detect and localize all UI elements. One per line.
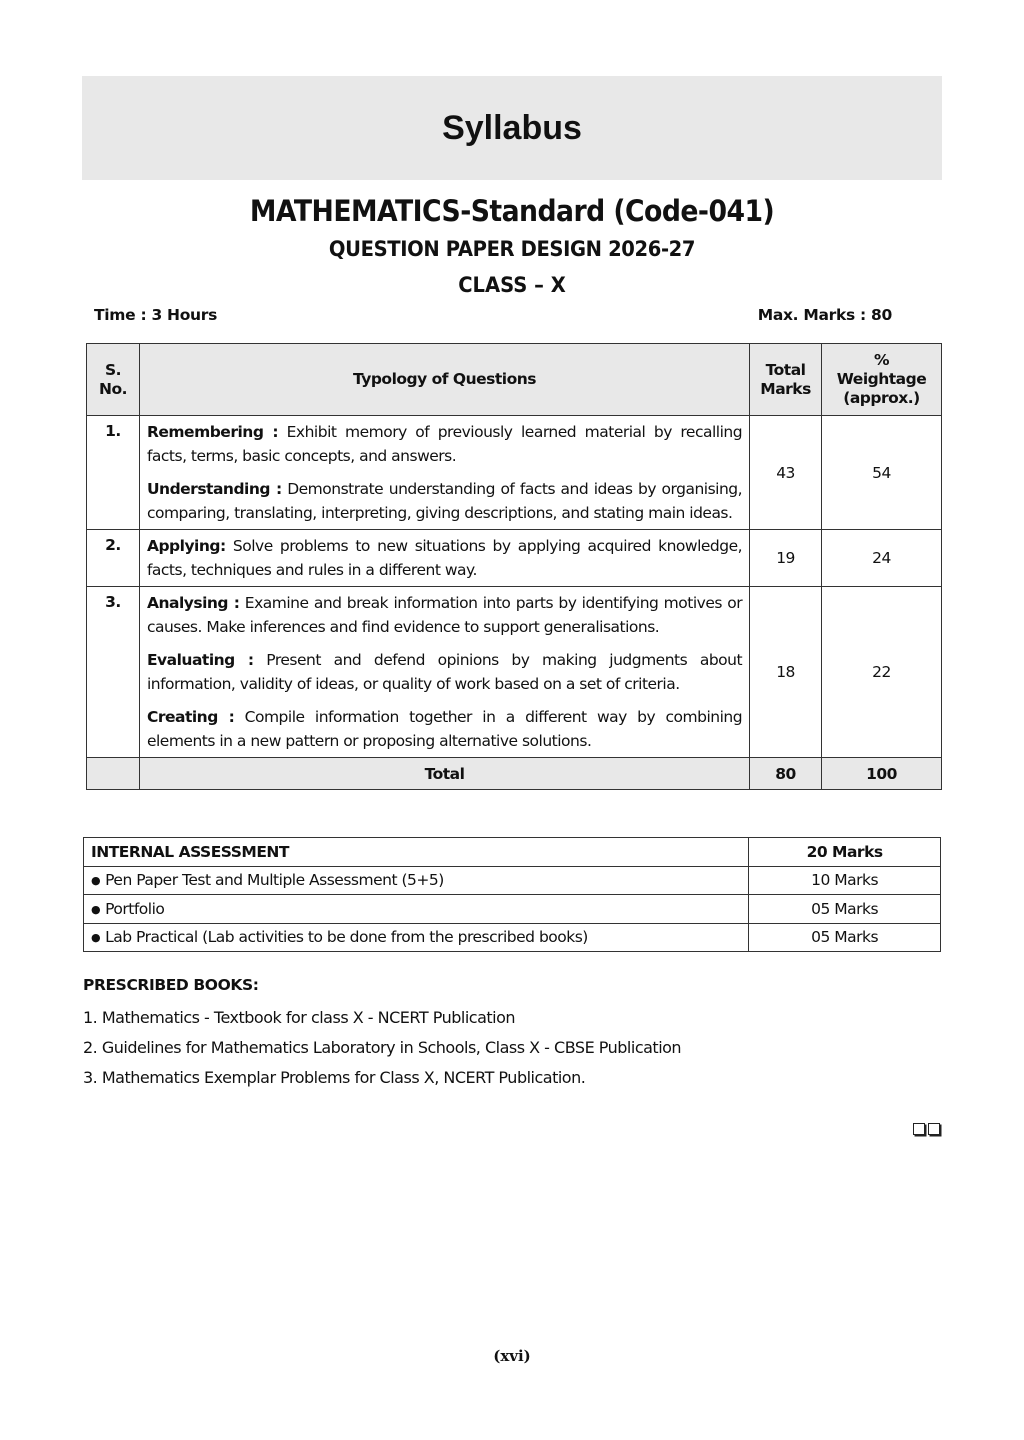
typology-item xyxy=(147,705,742,753)
typology-term: Applying: xyxy=(146,537,226,555)
header-total-marks xyxy=(750,344,822,416)
header-typology: Typology of Questions xyxy=(139,344,749,416)
typology-item xyxy=(147,420,742,468)
row-weightage: 24 xyxy=(822,530,942,587)
row-weightage: 22 xyxy=(822,587,942,758)
header-sno xyxy=(87,344,140,416)
typology-item xyxy=(147,477,742,525)
syllabus-banner xyxy=(82,76,942,180)
assessment-item xyxy=(84,895,749,924)
typology-term: Remembering : xyxy=(146,423,279,441)
header-weightage xyxy=(822,344,942,416)
subject-title: MATHEMATICS-Standard (Code-041) xyxy=(249,194,775,228)
assessment-item xyxy=(84,923,749,952)
table-row xyxy=(87,530,942,587)
time-label: Time : 3 Hours xyxy=(94,306,218,324)
row-typology xyxy=(139,587,749,758)
header-weightage-line1: % xyxy=(874,351,890,369)
table-row xyxy=(87,416,942,530)
book-item: 1. Mathematics - Textbook for class X - NCERT Publication xyxy=(83,1008,516,1027)
header-sno-line1: S. xyxy=(104,360,121,379)
assessment-item xyxy=(84,866,749,895)
total-sno-blank xyxy=(87,758,140,790)
internal-assessment-header-row xyxy=(84,838,941,867)
internal-assessment-heading: INTERNAL ASSESSMENT xyxy=(84,838,749,867)
bullet-icon: ● xyxy=(91,902,101,916)
table-header-row xyxy=(87,344,942,416)
typology-description: Demonstrate understanding of facts and ideas by organising, comparing, translating, interpreting, giving descriptions, and stating main ideas. xyxy=(146,480,743,522)
book-item: 3. Mathematics Exemplar Problems for Class X, NCERT Publication. xyxy=(83,1068,586,1087)
row-total-marks: 43 xyxy=(750,416,822,530)
exam-meta-row xyxy=(94,306,892,324)
total-row xyxy=(87,758,942,790)
internal-assessment-total-marks: 20 Marks xyxy=(749,838,941,867)
assessment-item-label: Pen Paper Test and Multiple Assessment (5+5) xyxy=(105,871,444,890)
typology-item xyxy=(147,648,742,696)
page-number: (xvi) xyxy=(493,1347,531,1365)
total-marks: 80 xyxy=(750,758,822,790)
row-weightage: 54 xyxy=(822,416,942,530)
typology-term: Analysing : xyxy=(146,594,240,612)
question-paper-design-title: QUESTION PAPER DESIGN 2026-27 xyxy=(328,237,696,261)
typology-description: Exhibit memory of previously learned material by recalling facts, terms, basic concepts, and answers. xyxy=(146,423,743,465)
max-marks-label: Max. Marks : 80 xyxy=(757,306,892,324)
assessment-item-marks: 05 Marks xyxy=(749,923,941,952)
row-sno: 3. xyxy=(87,587,140,758)
end-of-section-icon xyxy=(913,1123,940,1135)
assessment-item-label: Lab Practical (Lab activities to be done from the prescribed books) xyxy=(105,928,588,947)
assessment-item-label: Portfolio xyxy=(105,899,165,918)
table-row xyxy=(87,587,942,758)
header-sno-line2: No. xyxy=(98,379,127,398)
square-icon xyxy=(928,1123,940,1135)
book-item: 2. Guidelines for Mathematics Laboratory in Schools, Class X - CBSE Publication xyxy=(83,1038,682,1057)
assessment-item-marks: 05 Marks xyxy=(749,895,941,924)
square-icon xyxy=(913,1123,925,1135)
row-sno: 2. xyxy=(87,530,140,587)
bullet-icon: ● xyxy=(91,874,101,888)
row-total-marks: 19 xyxy=(750,530,822,587)
row-total-marks: 18 xyxy=(750,587,822,758)
total-label: Total xyxy=(139,758,749,790)
internal-assessment-table xyxy=(83,837,941,952)
header-weightage-line3: (approx.) xyxy=(843,389,920,407)
header-weightage-line2: Weightage xyxy=(836,370,927,388)
typology-item xyxy=(147,534,742,582)
table-row xyxy=(84,866,941,895)
typology-term: Understanding : xyxy=(146,480,282,498)
question-typology-table xyxy=(86,343,942,790)
prescribed-books-heading: PRESCRIBED BOOKS: xyxy=(83,976,259,994)
assessment-item-marks: 10 Marks xyxy=(749,866,941,895)
row-typology xyxy=(139,530,749,587)
banner-title: Syllabus xyxy=(442,108,582,147)
bullet-icon: ● xyxy=(91,931,101,945)
typology-term: Creating : xyxy=(146,708,235,726)
header-total-line2: Marks xyxy=(760,379,811,398)
typology-term: Evaluating : xyxy=(146,651,254,669)
table-row xyxy=(84,895,941,924)
row-sno: 1. xyxy=(87,416,140,530)
typology-description: Present and defend opinions by making judgments about information, validity of ideas, or quality of work based on a set of criteria. xyxy=(146,651,743,693)
typology-description: Compile information together in a different way by combining elements in a new pattern or proposing alternative solutions. xyxy=(146,708,743,750)
typology-description: Solve problems to new situations by applying acquired knowledge, facts, techniques and rules in a different way. xyxy=(146,537,743,579)
class-title: CLASS – X xyxy=(458,273,566,297)
typology-description: Examine and break information into parts by identifying motives or causes. Make inferences and find evidence to support generalisations. xyxy=(146,594,743,636)
header-total-line1: Total xyxy=(765,360,806,379)
table-row xyxy=(84,923,941,952)
total-weightage: 100 xyxy=(822,758,942,790)
typology-item xyxy=(147,591,742,639)
row-typology xyxy=(139,416,749,530)
